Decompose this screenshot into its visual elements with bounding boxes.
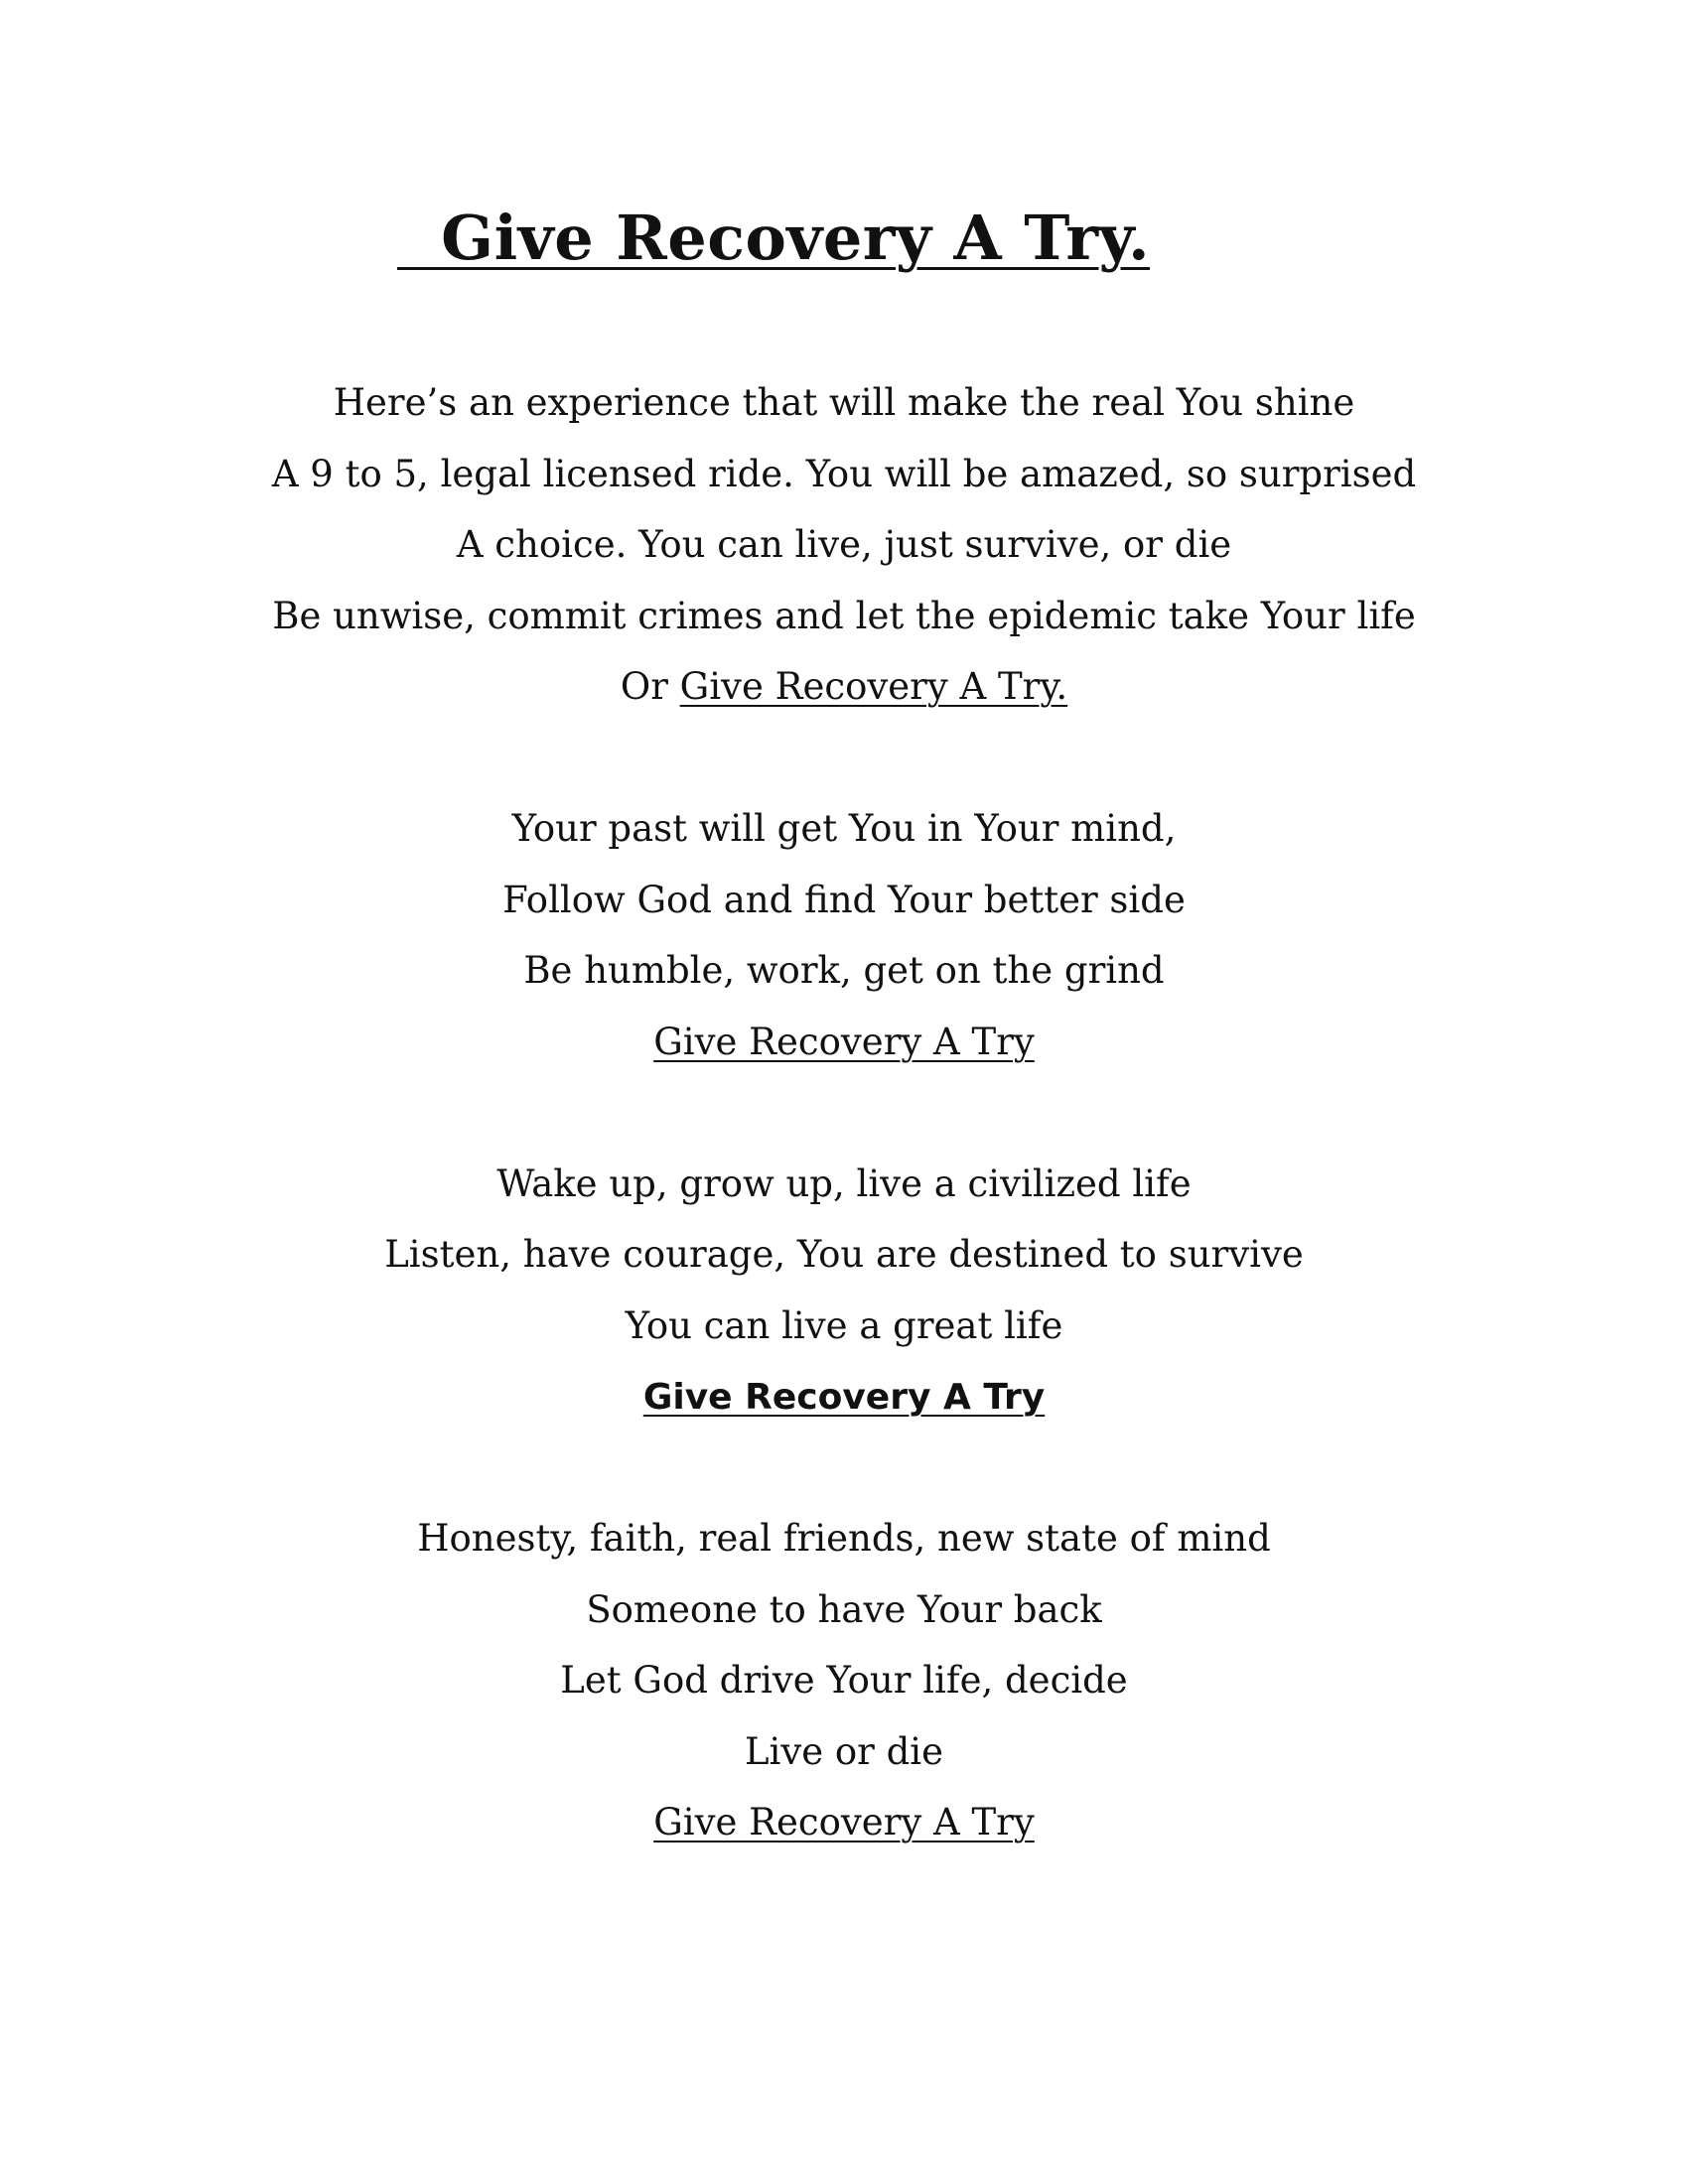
poem-line: Follow God and find Your better side xyxy=(502,878,1186,921)
poem-body xyxy=(0,367,1688,1858)
refrain-text: Give Recovery A Try xyxy=(653,1020,1035,1063)
refrain-line xyxy=(0,1787,1688,1858)
poem-line: Wake up, grow up, live a civilized life xyxy=(496,1161,1192,1205)
poem-line: Someone to have Your back xyxy=(586,1587,1102,1631)
refrain-text-bold: Give Recovery A Try xyxy=(642,1377,1046,1418)
stanza-3 xyxy=(0,1149,1688,1433)
poem-line: Here’s an experience that will make the real You shine xyxy=(333,381,1355,424)
poem-line: You can live a great life xyxy=(625,1303,1063,1347)
stanza-gap xyxy=(0,1077,1688,1149)
refrain-prefix: Or xyxy=(620,665,680,708)
stanza-1 xyxy=(0,367,1688,723)
poem-line: Be humble, work, get on the grind xyxy=(523,949,1165,992)
poem-line: Your past will get You in Your mind, xyxy=(511,807,1177,850)
poem-line: Live or die xyxy=(744,1729,944,1773)
poem-line: Honesty, faith, real friends, new state of mind xyxy=(417,1517,1271,1560)
stanza-gap xyxy=(0,723,1688,794)
refrain-line xyxy=(0,1361,1688,1433)
stanza-4 xyxy=(0,1503,1688,1858)
poem-line: Be unwise, commit crimes and let the epidemic take Your life xyxy=(272,594,1416,637)
refrain-line xyxy=(0,651,1688,723)
poem-line: Let God drive Your life, decide xyxy=(560,1659,1128,1702)
refrain-text: Give Recovery A Try xyxy=(653,1801,1035,1843)
stanza-2 xyxy=(0,793,1688,1077)
refrain-text: Give Recovery A Try. xyxy=(679,665,1068,708)
refrain-line xyxy=(0,1007,1688,1078)
poem-line: A choice. You can live, just survive, or die xyxy=(456,523,1232,566)
poem-title: Give Recovery A Try. xyxy=(397,202,1151,274)
poem-line: Listen, have courage, You are destined to survive xyxy=(384,1233,1304,1276)
poem-line: A 9 to 5, legal licensed ride. You will be amazed, so surprised xyxy=(271,452,1417,495)
stanza-gap xyxy=(0,1433,1688,1504)
